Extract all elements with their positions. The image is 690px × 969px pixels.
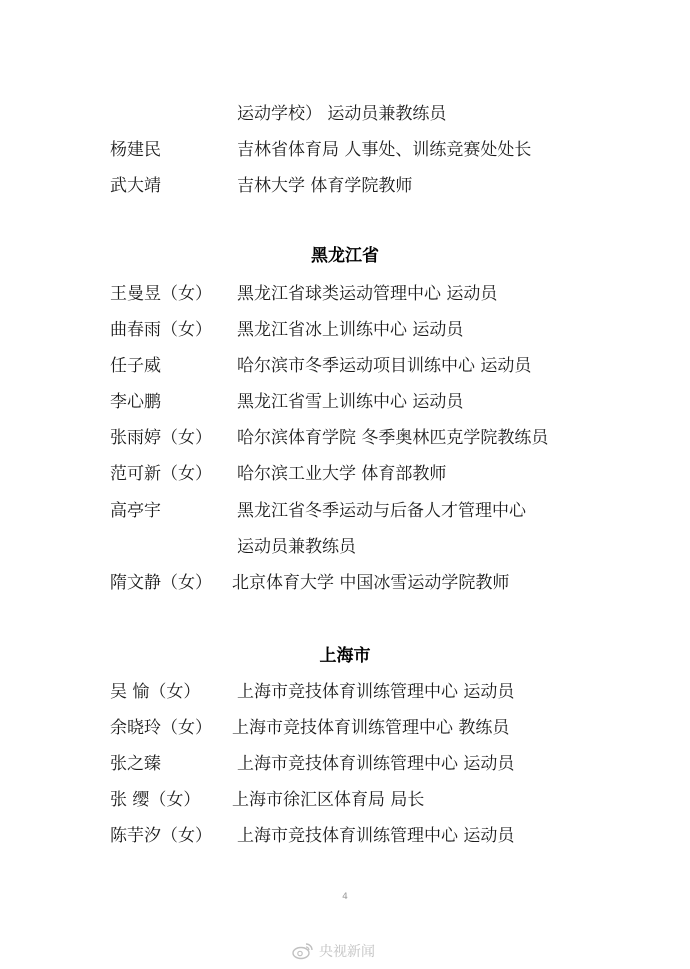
person-affiliation: 哈尔滨体育学院 冬季奥林匹克学院教练员 — [237, 428, 549, 448]
person-affiliation: 黑龙江省球类运动管理中心 运动员 — [237, 284, 498, 304]
person-name: 张之臻 — [110, 754, 161, 774]
list-item — [0, 132, 690, 168]
watermark-text: 央视新闻 — [319, 944, 375, 960]
person-name: 任子威 — [110, 356, 161, 376]
person-affiliation: 北京体育大学 中国冰雪运动学院教师 — [232, 573, 510, 593]
weibo-icon — [292, 942, 314, 960]
list-item — [0, 384, 690, 420]
person-affiliation: 黑龙江省雪上训练中心 运动员 — [237, 392, 464, 412]
person-name: 隋文静（女） — [110, 573, 212, 593]
list-item — [0, 710, 690, 746]
list-item — [0, 96, 690, 132]
list-item — [0, 493, 690, 529]
page-number: 4 — [342, 892, 348, 902]
person-name: 张雨婷（女） — [110, 428, 212, 448]
section-heading-heilongjiang: 黑龙江省 — [311, 246, 379, 266]
list-item — [0, 348, 690, 384]
person-name: 余晓玲（女） — [110, 718, 212, 738]
person-name: 武大靖 — [110, 176, 161, 196]
person-name: 李心鹏 — [110, 392, 161, 412]
person-affiliation: 哈尔滨市冬季运动项目训练中心 运动员 — [237, 356, 532, 376]
person-name: 曲春雨（女） — [110, 320, 212, 340]
person-name: 张 缨（女） — [110, 790, 201, 810]
list-item — [0, 420, 690, 456]
list-item — [0, 565, 690, 601]
list-item — [0, 529, 690, 565]
person-affiliation: 上海市竞技体育训练管理中心 运动员 — [237, 826, 515, 846]
list-item — [0, 818, 690, 854]
person-name: 杨建民 — [110, 140, 161, 160]
person-name: 高亭宇 — [110, 501, 161, 521]
section-heading-shanghai: 上海市 — [319, 646, 371, 666]
person-affiliation: 上海市徐汇区体育局 局长 — [232, 790, 425, 810]
person-name: 范可新（女） — [110, 464, 212, 484]
person-affiliation: 黑龙江省冬季运动与后备人才管理中心 — [237, 501, 526, 521]
list-item — [0, 276, 690, 312]
person-affiliation: 吉林省体育局 人事处、训练竞赛处处长 — [237, 140, 532, 160]
list-item — [0, 168, 690, 204]
person-affiliation: 上海市竞技体育训练管理中心 教练员 — [232, 718, 510, 738]
person-affiliation: 黑龙江省冰上训练中心 运动员 — [237, 320, 464, 340]
person-name: 王曼昱（女） — [110, 284, 212, 304]
list-item — [0, 746, 690, 782]
list-item — [0, 674, 690, 710]
watermark — [292, 938, 375, 964]
person-name: 陈芋汐（女） — [110, 826, 212, 846]
person-affiliation: 上海市竞技体育训练管理中心 运动员 — [237, 754, 515, 774]
list-item — [0, 456, 690, 492]
list-item — [0, 312, 690, 348]
person-affiliation: 吉林大学 体育学院教师 — [237, 176, 413, 196]
person-affiliation: 上海市竞技体育训练管理中心 运动员 — [237, 682, 515, 702]
person-affiliation: 哈尔滨工业大学 体育部教师 — [237, 464, 447, 484]
person-affiliation: 运动学校） 运动员兼教练员 — [237, 104, 447, 124]
person-affiliation: 运动员兼教练员 — [237, 537, 356, 557]
person-name: 吴 愉（女） — [110, 682, 201, 702]
list-item — [0, 782, 690, 818]
